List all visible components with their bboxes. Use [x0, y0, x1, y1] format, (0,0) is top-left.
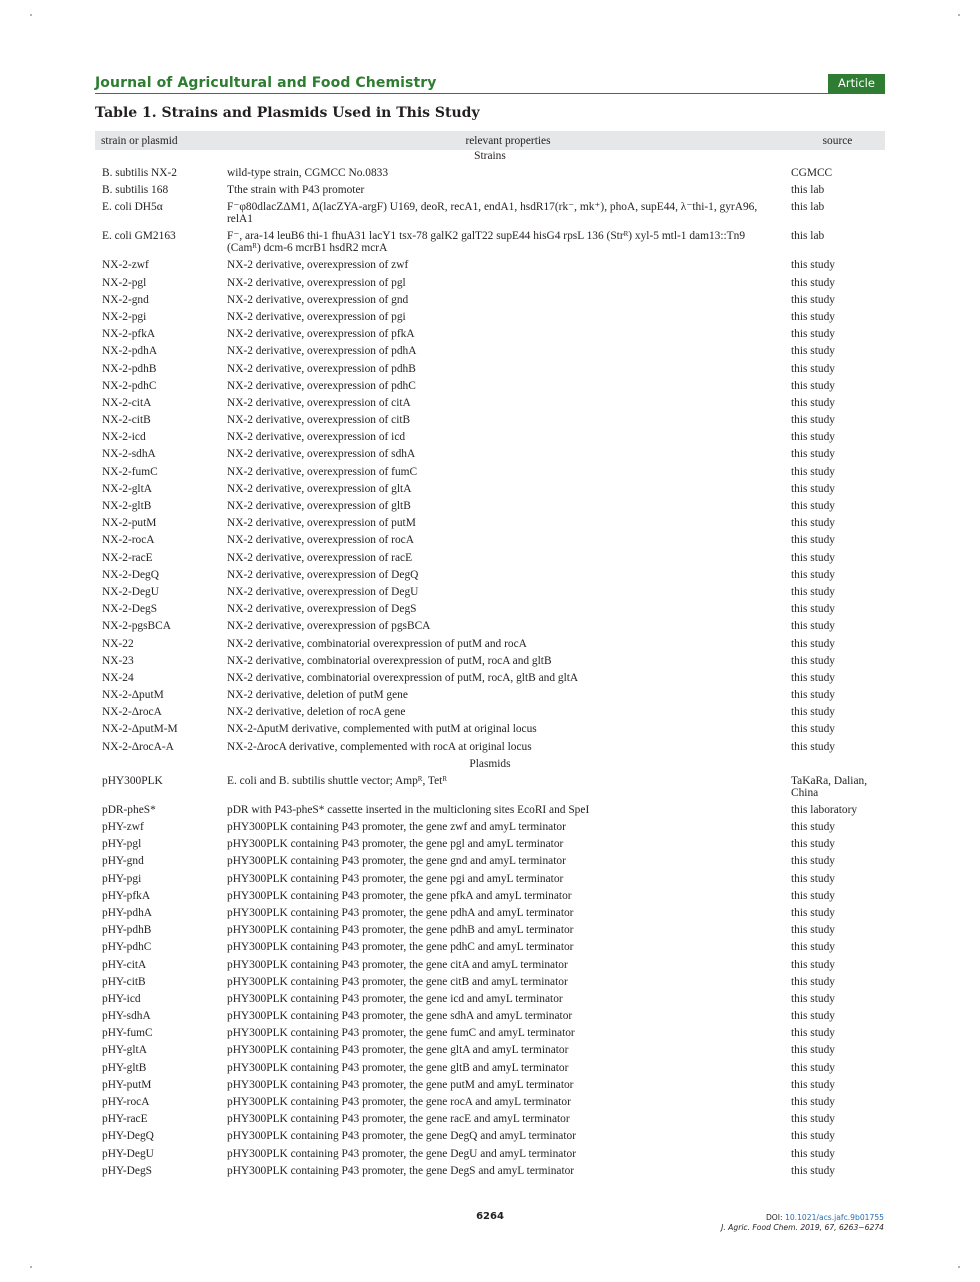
table-row [95, 466, 885, 483]
cell-source: this study [791, 740, 835, 753]
crop-mark [30, 14, 32, 16]
cell-properties: NX-2 derivative, deletion of rocA gene [227, 706, 406, 719]
cell-source: this study [791, 958, 835, 971]
cell-source: this study [791, 603, 835, 616]
cell-properties: NX-2 derivative, overexpression of fumC [227, 465, 418, 478]
cell-strain-name: E. coli GM2163 [102, 230, 176, 243]
table-row [95, 620, 885, 637]
column-header-source: source [790, 131, 885, 150]
page-number: 6264 [476, 1211, 504, 1222]
cell-source: this study [791, 293, 835, 306]
table-row [95, 804, 885, 821]
cell-properties: pHY300PLK containing P43 promoter, the gene DegU and amyL terminator [227, 1147, 576, 1160]
cell-source: this lab [791, 201, 825, 214]
table-row [95, 184, 885, 201]
cell-properties: pHY300PLK containing P43 promoter, the gene racE and amyL terminator [227, 1113, 570, 1126]
cell-source: this study [791, 975, 835, 988]
cell-source: this study [791, 992, 835, 1005]
cell-strain-name: pHY-pdhB [102, 924, 152, 937]
cell-strain-name: NX-2-pfkA [102, 328, 156, 341]
cell-properties: NX-2 derivative, overexpression of gltB [227, 500, 411, 512]
cell-strain-name: NX-2-citA [102, 396, 152, 409]
table-row [95, 855, 885, 872]
section-row [95, 150, 885, 167]
cell-strain-name: NX-2-pgsBCA [102, 620, 171, 633]
cell-strain-name: NX-2-citB [102, 414, 151, 427]
column-header-strain: strain or plasmid [95, 131, 226, 150]
table-row [95, 397, 885, 414]
cell-properties: NX-2 derivative, overexpression of putM [227, 517, 416, 530]
cell-source: this study [791, 1113, 835, 1126]
cell-strain-name: pHY-rocA [102, 1096, 150, 1108]
cell-properties: NX-2 derivative, overexpression of pgsBCA [227, 620, 431, 633]
cell-properties: pHY300PLK containing P43 promoter, the gene gltB and amyL terminator [227, 1061, 569, 1074]
cell-properties: pHY300PLK containing P43 promoter, the gene pgl and amyL terminator [227, 838, 564, 851]
table-row [95, 311, 885, 328]
cell-strain-name: NX-2-pdhC [102, 379, 157, 392]
table-row [95, 259, 885, 276]
cell-properties: pHY300PLK containing P43 promoter, the gene pdhB and amyL terminator [227, 924, 574, 937]
table-row [95, 1130, 885, 1147]
cell-properties: NX-2 derivative, overexpression of DegS [227, 603, 417, 616]
table-row [95, 294, 885, 311]
table-row [95, 775, 885, 804]
section-row [95, 758, 885, 775]
cell-source: this study [791, 821, 835, 833]
cell-properties: NX-2 derivative, overexpression of citA [227, 396, 411, 409]
cell-source: this study [791, 723, 835, 736]
journal-citation: J. Agric. Food Chem. 2019, 67, 6263−6274 [721, 1223, 884, 1232]
cell-source: this study [791, 1147, 835, 1160]
cell-strain-name: NX-2-gltA [102, 482, 152, 495]
cell-strain-name: pHY-pdhA [102, 906, 152, 919]
table-row [95, 741, 885, 758]
cell-source: this study [791, 671, 835, 684]
cell-strain-name: NX-2-zwf [102, 259, 149, 272]
cell-source: this lab [791, 230, 825, 243]
cell-strain-name: NX-2-rocA [102, 534, 155, 547]
cell-properties: NX-2 derivative, combinatorial overexpression of putM, rocA, gltB and gltA [227, 671, 579, 684]
cell-strain-name: NX-2-pdhB [102, 362, 157, 375]
cell-source: this study [791, 637, 835, 650]
cell-properties: NX-2 derivative, overexpression of zwf [227, 259, 409, 272]
cell-source: this study [791, 328, 835, 341]
table-row [95, 723, 885, 740]
cell-properties: NX-2 derivative, overexpression of sdhA [227, 448, 416, 461]
crop-mark [958, 14, 960, 16]
cell-strain-name: pHY-pfkA [102, 889, 151, 902]
cell-properties: NX-2 derivative, overexpression of gnd [227, 293, 409, 306]
cell-source: this study [791, 1061, 835, 1074]
cell-source: this study [791, 1130, 835, 1143]
cell-properties: NX-2 derivative, overexpression of pfkA [227, 328, 415, 341]
cell-strain-name: NX-22 [102, 637, 134, 650]
cell-properties: E. coli and B. subtilis shuttle vector; Ampᴿ, Tetᴿ [227, 774, 447, 787]
cell-strain-name: pDR-pheS* [102, 803, 156, 816]
cell-source: this study [791, 517, 835, 530]
cell-strain-name: NX-2-gnd [102, 293, 149, 306]
cell-strain-name: NX-2-pdhA [102, 345, 158, 358]
table-row [95, 552, 885, 569]
cell-source: this study [791, 551, 835, 564]
table-row [95, 328, 885, 345]
cell-source: this study [791, 1010, 835, 1023]
cell-strain-name: pHY-pgl [102, 838, 142, 851]
table-row [95, 1044, 885, 1061]
cell-source: this study [791, 924, 835, 937]
crop-mark [30, 1266, 32, 1268]
table-row [95, 638, 885, 655]
cell-strain-name: pHY-citB [102, 975, 146, 988]
cell-source: this study [791, 379, 835, 392]
table-row [95, 655, 885, 672]
table-header-row [95, 131, 885, 150]
cell-source: this study [791, 568, 835, 581]
cell-source: this study [791, 310, 835, 323]
cell-source: this lab [791, 184, 825, 197]
cell-properties: F⁻φ80dlacZΔM1, Δ(lacZYA-argF) U169, deoR, recA1, endA1, hsdR17(rk⁻, mk⁺), phoA, supE44, λ⁻thi-1, gyrA96, relA1 [227, 201, 758, 226]
cell-source: this study [791, 345, 835, 358]
cell-properties: pHY300PLK containing P43 promoter, the gene gltA and amyL terminator [227, 1044, 569, 1057]
cell-strain-name: pHY-racE [102, 1113, 148, 1126]
table-row [95, 873, 885, 890]
cell-properties: pHY300PLK containing P43 promoter, the gene pfkA and amyL terminator [227, 889, 572, 902]
table-row [95, 363, 885, 380]
cell-strain-name: NX-2-putM [102, 517, 157, 530]
cell-properties: pHY300PLK containing P43 promoter, the gene DegQ and amyL terminator [227, 1130, 576, 1143]
cell-properties: NX-2 derivative, deletion of putM gene [227, 689, 408, 702]
table-row [95, 1148, 885, 1165]
cell-properties: pHY300PLK containing P43 promoter, the gene citA and amyL terminator [227, 958, 568, 971]
cell-strain-name: NX-2-racE [102, 551, 153, 564]
cell-source: this study [791, 1027, 835, 1040]
table-row [95, 517, 885, 534]
cell-strain-name: pHY-icd [102, 992, 141, 1005]
cell-properties: pHY300PLK containing P43 promoter, the gene rocA and amyL terminator [227, 1096, 571, 1108]
table-row [95, 706, 885, 723]
cell-strain-name: NX-2-DegQ [102, 568, 159, 581]
cell-properties: pHY300PLK containing P43 promoter, the gene citB and amyL terminator [227, 975, 568, 988]
cell-source: this study [791, 1078, 835, 1091]
cell-strain-name: B. subtilis 168 [102, 184, 169, 197]
cell-properties: NX-2 derivative, overexpression of rocA [227, 534, 414, 547]
cell-properties: pHY300PLK containing P43 promoter, the gene putM and amyL terminator [227, 1078, 574, 1091]
table-row [95, 500, 885, 517]
table-row [95, 924, 885, 941]
table-row [95, 431, 885, 448]
table-row [95, 603, 885, 620]
cell-source: this study [791, 431, 835, 444]
cell-source: this study [791, 689, 835, 702]
cell-properties: pDR with P43-pheS* cassette inserted in the multicloning sites EcoRI and SpeI [227, 803, 590, 816]
cell-properties: NX-2 derivative, overexpression of pdhB [227, 362, 416, 375]
section-label: Plasmids [469, 757, 511, 770]
cell-strain-name: NX-2-pgl [102, 276, 147, 289]
cell-source: this study [791, 396, 835, 409]
cell-source: this study [791, 362, 835, 375]
table-row [95, 534, 885, 551]
cell-strain-name: pHY-DegS [102, 1164, 152, 1177]
table-row [95, 689, 885, 706]
cell-strain-name: NX-24 [102, 671, 134, 684]
cell-strain-name: pHY-gltB [102, 1061, 147, 1074]
doi-label: DOI: [765, 1213, 785, 1222]
table-row [95, 976, 885, 993]
cell-strain-name: NX-2-DegS [102, 603, 158, 616]
cell-source: this study [791, 448, 835, 461]
cell-strain-name: NX-2-gltB [102, 500, 152, 512]
cell-properties: NX-2 derivative, overexpression of pdhC [227, 379, 416, 392]
cell-properties: NX-2 derivative, overexpression of racE [227, 551, 413, 564]
cell-properties: pHY300PLK containing P43 promoter, the gene fumC and amyL terminator [227, 1027, 575, 1040]
cell-strain-name: pHY-pgi [102, 872, 142, 885]
cell-source: this study [791, 654, 835, 667]
cell-strain-name: pHY-putM [102, 1078, 152, 1091]
article-page [95, 74, 885, 1182]
cell-properties: NX-2 derivative, overexpression of icd [227, 431, 406, 444]
cell-source: this study [791, 414, 835, 427]
cell-source: this study [791, 482, 835, 495]
table-row [95, 890, 885, 907]
cell-source: this study [791, 1044, 835, 1057]
cell-strain-name: NX-2-ΔrocA-A [102, 740, 174, 753]
cell-strain-name: E. coli DH5α [102, 201, 163, 214]
table-row [95, 414, 885, 431]
cell-properties: pHY300PLK containing P43 promoter, the gene sdhA and amyL terminator [227, 1010, 573, 1023]
crop-mark [958, 1266, 960, 1268]
table-row [95, 230, 885, 259]
cell-source: this study [791, 585, 835, 598]
cell-strain-name: pHY-citA [102, 958, 147, 971]
table-row [95, 838, 885, 855]
doi-citation-block [721, 1213, 884, 1233]
cell-properties: NX-2 derivative, overexpression of pgl [227, 276, 406, 289]
cell-properties: NX-2 derivative, overexpression of pdhA [227, 345, 417, 358]
cell-strain-name: NX-23 [102, 654, 134, 667]
cell-source: this study [791, 889, 835, 902]
table-row [95, 907, 885, 924]
cell-strain-name: NX-2-ΔputM-M [102, 723, 178, 736]
cell-strain-name: pHY-pdhC [102, 941, 152, 954]
cell-source: this study [791, 276, 835, 289]
cell-properties: NX-2 derivative, combinatorial overexpression of putM, rocA and gltB [227, 654, 552, 667]
table-row [95, 941, 885, 958]
table-row [95, 993, 885, 1010]
cell-strain-name: pHY-DegU [102, 1147, 154, 1160]
cell-properties: NX-2-ΔrocA derivative, complemented with rocA at original locus [227, 740, 532, 753]
table-row [95, 345, 885, 362]
cell-strain-name: NX-2-ΔputM [102, 689, 164, 702]
journal-header [95, 74, 885, 94]
table-row [95, 167, 885, 184]
table-row [95, 1096, 885, 1113]
column-header-properties: relevant properties [226, 131, 790, 150]
cell-properties: pHY300PLK containing P43 promoter, the gene zwf and amyL terminator [227, 821, 566, 833]
cell-properties: F⁻, ara-14 leuB6 thi-1 fhuA31 lacY1 tsx-78 galK2 galT22 supE44 hisG4 rpsL 136 (Strᴿ) xyl-5 mtl-1 dam13::Tn9 (Camᴿ) dcm-6 mcrB1 hsdR2 mcrA [227, 230, 746, 255]
cell-source: TaKaRa, Dalian, China [791, 774, 868, 799]
cell-properties: pHY300PLK containing P43 promoter, the gene gnd and amyL terminator [227, 855, 566, 868]
cell-strain-name: pHY-gnd [102, 855, 144, 868]
table-row [95, 821, 885, 838]
table-row [95, 672, 885, 689]
cell-strain-name: pHY300PLK [102, 774, 163, 787]
cell-properties: NX-2 derivative, overexpression of DegU [227, 585, 419, 598]
cell-properties: NX-2 derivative, overexpression of citB [227, 414, 411, 427]
table-row [95, 1027, 885, 1044]
cell-properties: pHY300PLK containing P43 promoter, the gene pdhA and amyL terminator [227, 906, 574, 919]
table-title: Table 1. Strains and Plasmids Used in This Study [95, 105, 480, 121]
table-row [95, 448, 885, 465]
cell-strain-name: NX-2-icd [102, 431, 146, 444]
cell-strain-name: NX-2-fumC [102, 465, 158, 478]
cell-source: this study [791, 941, 835, 954]
table-row [95, 586, 885, 603]
doi-link[interactable]: 10.1021/acs.jafc.9b01755 [785, 1213, 884, 1222]
cell-source: this study [791, 465, 835, 478]
cell-source: this study [791, 259, 835, 272]
table-row [95, 1079, 885, 1096]
cell-properties: NX-2-ΔputM derivative, complemented with putM at original locus [227, 723, 537, 736]
table-row [95, 1062, 885, 1079]
cell-properties: pHY300PLK containing P43 promoter, the gene DegS and amyL terminator [227, 1164, 575, 1177]
cell-source: this study [791, 1096, 835, 1108]
cell-properties: Tthe strain with P43 promoter [227, 184, 365, 197]
cell-strain-name: B. subtilis NX-2 [102, 167, 177, 179]
cell-strain-name: NX-2-DegU [102, 585, 159, 598]
cell-source: this study [791, 906, 835, 919]
journal-title[interactable]: Journal of Agricultural and Food Chemistry [95, 75, 437, 91]
cell-properties: pHY300PLK containing P43 promoter, the gene icd and amyL terminator [227, 992, 563, 1005]
cell-source: this study [791, 872, 835, 885]
cell-source: this study [791, 620, 835, 633]
strains-plasmids-table [95, 131, 885, 1182]
cell-strain-name: NX-2-pgi [102, 310, 147, 323]
cell-strain-name: NX-2-sdhA [102, 448, 156, 461]
table-row [95, 1113, 885, 1130]
cell-strain-name: NX-2-ΔrocA [102, 706, 162, 719]
cell-source: this study [791, 855, 835, 868]
table-row [95, 380, 885, 397]
doi-line [721, 1213, 884, 1223]
table-row [95, 483, 885, 500]
article-type-badge: Article [828, 74, 885, 93]
table-row [95, 1010, 885, 1027]
table-row [95, 1165, 885, 1182]
cell-properties: NX-2 derivative, overexpression of DegQ [227, 568, 419, 581]
cell-source: this study [791, 500, 835, 512]
cell-source: this laboratory [791, 803, 858, 816]
cell-source: CGMCC [791, 167, 833, 179]
cell-strain-name: pHY-sdhA [102, 1010, 151, 1023]
cell-properties: NX-2 derivative, combinatorial overexpression of putM and rocA [227, 637, 527, 650]
cell-source: this study [791, 534, 835, 547]
cell-properties: NX-2 derivative, overexpression of gltA [227, 482, 412, 495]
cell-properties: wild-type strain, CGMCC No.0833 [227, 167, 389, 179]
cell-strain-name: pHY-gltA [102, 1044, 147, 1057]
cell-properties: pHY300PLK containing P43 promoter, the gene pdhC and amyL terminator [227, 941, 574, 954]
table-row [95, 569, 885, 586]
table-row [95, 201, 885, 230]
cell-source: this study [791, 838, 835, 851]
table-row [95, 959, 885, 976]
section-label: Strains [474, 150, 506, 162]
table-body [95, 150, 885, 1182]
table-row [95, 277, 885, 294]
cell-properties: NX-2 derivative, overexpression of pgi [227, 310, 406, 323]
cell-properties: pHY300PLK containing P43 promoter, the gene pgi and amyL terminator [227, 872, 564, 885]
cell-source: this study [791, 1164, 835, 1177]
cell-strain-name: pHY-zwf [102, 821, 144, 833]
cell-strain-name: pHY-DegQ [102, 1130, 154, 1143]
cell-strain-name: pHY-fumC [102, 1027, 153, 1040]
cell-source: this study [791, 706, 835, 719]
